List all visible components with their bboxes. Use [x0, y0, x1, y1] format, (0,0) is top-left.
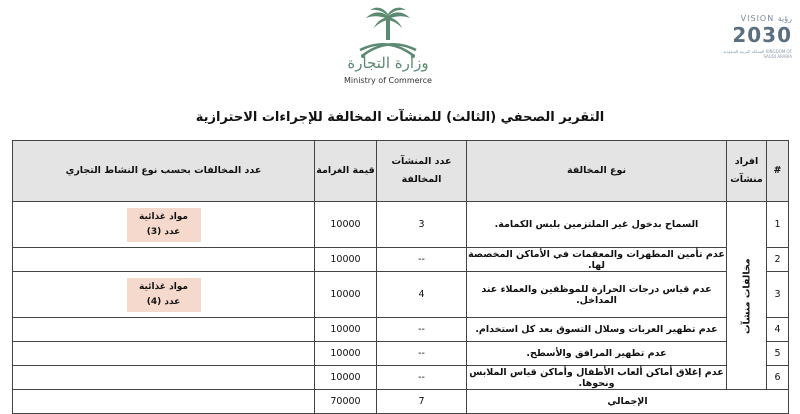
violation-type: عدم إغلاق أماكن ألعاب الأطفال وأماكن قياس الملابس ونحوها. [467, 366, 727, 390]
header-group: افراد منشآت [727, 141, 767, 202]
violation-type: السماح بدخول غير الملتزمين بلبس الكمامة. [467, 202, 727, 248]
table-row [13, 318, 789, 342]
facility-count: 4 [377, 272, 467, 318]
violation-type: عدم قياس درجات الحرارة للموظفين والعملاء عند المداخل. [467, 272, 727, 318]
violation-type: عدم تأمين المطهرات والمعقمات في الأماكن المخصصة لها. [468, 248, 725, 271]
header-violation-type: نوع المخالفة [467, 141, 727, 202]
vision-year: 2030 [732, 23, 792, 47]
header-index: # [767, 141, 789, 202]
fine-amount: 10000 [315, 318, 377, 342]
facility-count: -- [377, 318, 467, 342]
row-index: 2 [767, 248, 789, 272]
facility-count: -- [377, 366, 467, 390]
ministry-name-english: Ministry of Commerce [344, 76, 432, 85]
table-row [13, 342, 789, 366]
total-activity-empty [13, 390, 315, 414]
activity-tag: مواد غذائية عدد (4) [127, 278, 201, 312]
row-index: 5 [767, 342, 789, 366]
facility-count: -- [377, 342, 467, 366]
activity-cell [13, 272, 315, 318]
header [0, 0, 800, 96]
fine-amount: 10000 [315, 366, 377, 390]
row-index: 4 [767, 318, 789, 342]
row-index: 1 [767, 202, 789, 248]
fine-amount: 10000 [315, 202, 377, 248]
row-index: 3 [767, 272, 789, 318]
report-title: التقرير الصحفي (الثالث) للمنشآت المخالفة للإجراءات الاحترازية [195, 110, 605, 125]
activity-cell [13, 248, 315, 272]
violation-type: عدم تطهير المرافق والأسطح. [467, 342, 727, 366]
total-fine: 70000 [315, 390, 377, 414]
header-fine-amount: قيمة الغرامة [315, 141, 377, 202]
activity-cell [13, 342, 315, 366]
table-header-row [13, 141, 789, 202]
violations-table [12, 140, 789, 414]
total-label: الإجمالي [467, 390, 789, 414]
vision-label: VISION رؤية [740, 14, 792, 23]
ministry-name-arabic: وزارة التجارة [347, 54, 429, 72]
activity-cell [13, 318, 315, 342]
facility-count: -- [377, 248, 467, 272]
fine-amount: 10000 [315, 248, 377, 272]
total-count: 7 [377, 390, 467, 414]
activity-cell [13, 366, 315, 390]
table-row [13, 202, 789, 248]
vision-subtitle: المملكة العربية السعودية KINGDOM OF SAUDI ARABIA [723, 49, 792, 59]
table-row [13, 272, 789, 318]
violation-type: عدم تطهير العربات وسلال التسوق بعد كل استخدام. [467, 318, 727, 342]
table-row [13, 366, 789, 390]
total-row [13, 390, 789, 414]
fine-amount: 10000 [315, 272, 377, 318]
fine-amount: 10000 [315, 342, 377, 366]
facility-count: 3 [377, 202, 467, 248]
header-by-activity: عدد المخالفات بحسب نوع النشاط التجاري [13, 141, 315, 202]
activity-tag: مواد غذائية عدد (3) [127, 208, 201, 242]
vision-2030-logo [722, 14, 792, 70]
row-index: 6 [767, 366, 789, 390]
table-row [13, 248, 789, 272]
group-label: مخالفات منشآت [727, 202, 767, 390]
header-facility-count: عدد المنشآت المخالفة [377, 141, 467, 202]
activity-cell [13, 202, 315, 248]
